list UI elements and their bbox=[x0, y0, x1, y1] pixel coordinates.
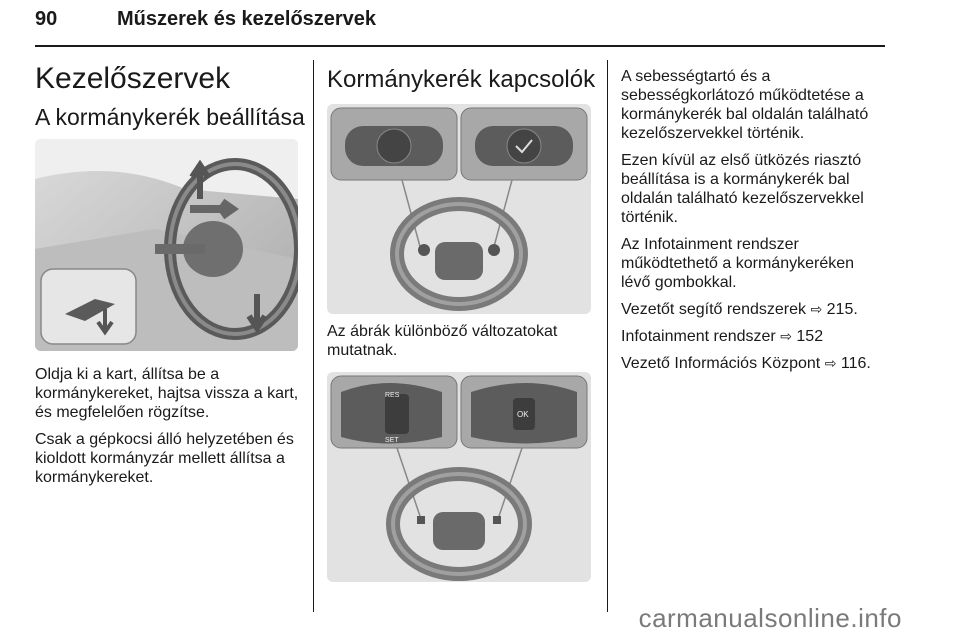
chapter-title: Műszerek és kezelőszervek bbox=[117, 8, 377, 30]
right-paragraph-3: Az Infotainment rendszer működtethető a kormánykeréken lévő gombokkal. bbox=[621, 236, 855, 291]
reference-arrow-icon: ⇨ bbox=[824, 355, 837, 371]
ok-button-label: OK bbox=[517, 410, 529, 419]
middle-text bbox=[327, 322, 595, 368]
reference-3-text: Vezető Információs Központ bbox=[621, 355, 821, 372]
reference-2-page[interactable]: 152 bbox=[796, 328, 824, 345]
right-text bbox=[621, 67, 883, 381]
column-divider-2 bbox=[607, 60, 608, 612]
section-title: Kezelőszervek bbox=[35, 62, 231, 95]
left-paragraph-2: Csak a gépkocsi álló helyzetében és kioldott kormányzár mellett állítsa a kormánykereket. bbox=[35, 431, 294, 486]
reference-1-text: Vezetőt segítő rendszerek bbox=[621, 301, 806, 318]
reference-2 bbox=[621, 327, 883, 346]
left-subtitle: A kormánykerék beállítása bbox=[35, 104, 305, 130]
reference-3-page[interactable]: 116. bbox=[840, 355, 871, 372]
left-text bbox=[35, 365, 300, 495]
reference-1-page[interactable]: 215. bbox=[826, 301, 858, 318]
set-button-label: SET bbox=[385, 437, 399, 444]
figure-caption: Az ábrák különböző változatokat mutatnak. bbox=[327, 323, 558, 359]
steering-switches-figure-2 bbox=[327, 372, 591, 582]
reference-2-text: Infotainment rendszer bbox=[621, 328, 776, 345]
reference-1 bbox=[621, 300, 883, 319]
steering-adjust-figure bbox=[35, 139, 298, 351]
page-number: 90 bbox=[35, 8, 58, 30]
column-divider-1 bbox=[313, 60, 314, 612]
reference-3 bbox=[621, 354, 883, 373]
left-paragraph-1: Oldja ki a kart, állítsa be a kormánykereket, hajtsa vissza a kart, és megfelelően rögzítse. bbox=[35, 366, 299, 421]
header-rule bbox=[35, 45, 885, 47]
reference-arrow-icon: ⇨ bbox=[780, 328, 792, 344]
steering-switches-figure-1 bbox=[327, 104, 591, 314]
watermark: carmanualsonline.info bbox=[638, 603, 902, 633]
middle-subtitle: Kormánykerék kapcsolók bbox=[327, 66, 596, 93]
reference-arrow-icon: ⇨ bbox=[810, 301, 823, 317]
res-button-label: RES bbox=[385, 392, 400, 399]
right-paragraph-1: A sebességtartó és a sebességkorlátozó működtetése a kormánykerék bal oldalán található kezelőszervekkel történik. bbox=[621, 68, 869, 142]
right-paragraph-2: Ezen kívül az első ütközés riasztó beállítása is a kormánykerék bal oldalán található kezelőszervekkel történik. bbox=[621, 152, 864, 226]
